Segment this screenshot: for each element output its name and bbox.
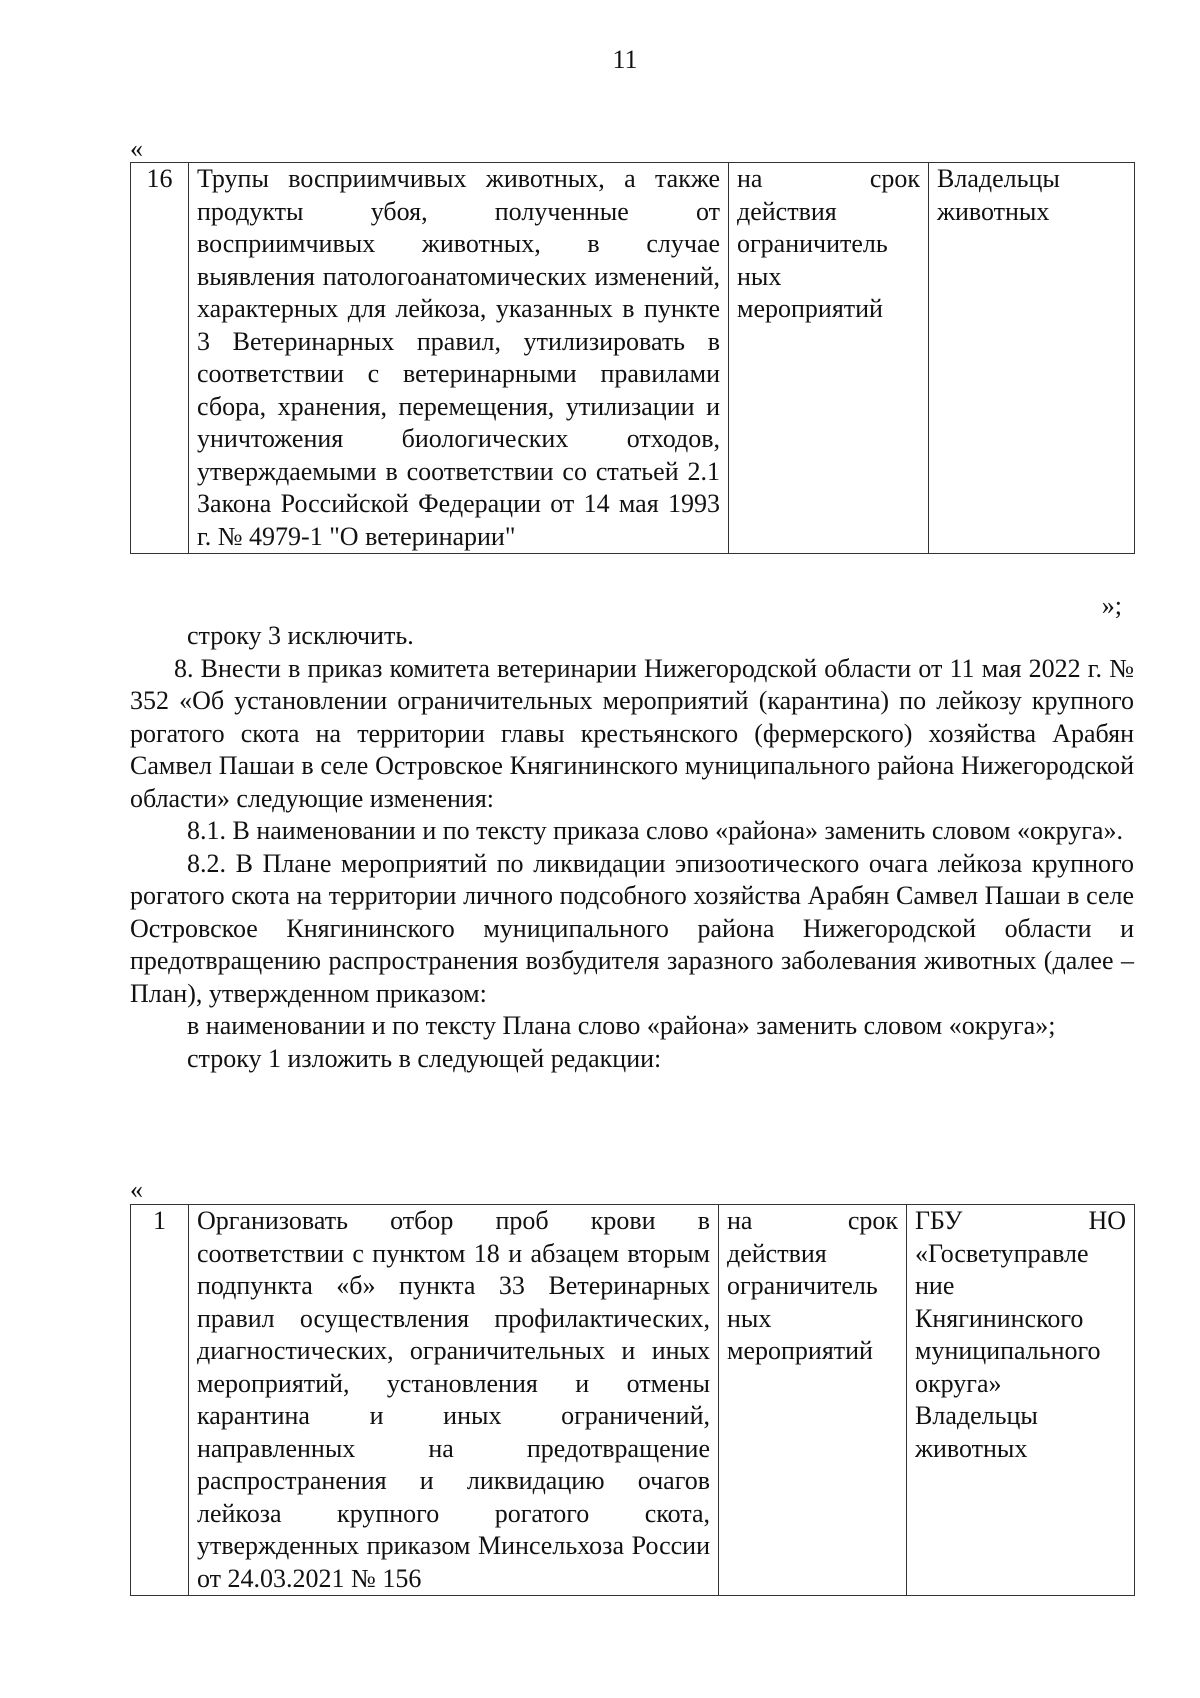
table2	[130, 1204, 1135, 1596]
table2-term-rest: действия ограничитель ных мероприятий	[727, 1238, 878, 1365]
table2-row-number: 1	[131, 1205, 189, 1596]
paragraph-item-8-1: 8.1. В наименовании и по тексту приказа слово «района» заменить словом «округа».	[187, 816, 1123, 845]
paragraph-exclude-row: строку 3 исключить.	[187, 621, 414, 650]
table1	[130, 162, 1135, 554]
paragraph-item-8-2: 8.2. В Плане мероприятий по ликвидации эпизоотического очага лейкоза крупного рогатого скота на территории личного подсобного хозяйства Арабян Самвел Пашаи в селе Островское Княгининского муниципального района Нижегородской области и предотвращению распространения возбудителя заразного заболевания животных (далее – План), утвержденном приказом:	[130, 848, 1134, 1008]
body-text	[130, 620, 1134, 1075]
table1-closing-quote: »;	[1101, 591, 1122, 620]
table1-measure-text: Трупы восприимчивых животных, а также продукты убоя, полученные от восприимчивых животных, в случае выявления патологоанатомических изменений, характерных для лейкоза, указанных в пункте 3 Ветеринарных правил, утилизировать в соответствии с ветеринарными правилами сбора, хранения, перемещения, утилизации и уничтожения биологических отходов, утверждаемыми в соответствии со статьей 2.1 Закона Российской Федерации от 14 мая 1993 г. № 4979-1 "О ветеринарии"	[189, 163, 729, 554]
paragraph-item-8: 8. Внести в приказ комитета ветеринарии Нижегородской области от 11 мая 2022 г. № 352 «Об установлении ограничительных мероприятий (карантина) по лейкозу крупного рогатого скота на территории главы крестьянского (фермерского) хозяйства Арабян Самвел Пашаи в селе Островское Княгининского муниципального района Нижегородской области» следующие изменения:	[130, 653, 1134, 813]
paragraph-rename: в наименовании и по тексту Плана слово «района» заменить словом «округа»;	[187, 1011, 1056, 1040]
table1-term-rest: действия ограничитель ных мероприятий	[737, 196, 888, 323]
page-number: 11	[612, 45, 638, 74]
paragraph-row1-intro: строку 1 изложить в следующей редакции:	[187, 1043, 662, 1073]
table2-term-first-line: на срок	[727, 1206, 898, 1235]
table2-term-cell	[719, 1205, 907, 1596]
table2-opening-quote: «	[130, 1175, 143, 1204]
table2-responsible-first-line: ГБУ НО	[915, 1206, 1126, 1235]
table1-responsible: Владельцы животных	[929, 163, 1135, 554]
table1-term-cell	[729, 163, 929, 554]
table2-responsible-cell	[907, 1205, 1135, 1596]
table2-row-1	[131, 1205, 1135, 1596]
table1-row-number: 16	[131, 163, 189, 554]
table1-term-first-line: на срок	[737, 164, 920, 193]
table1-opening-quote: «	[130, 134, 143, 163]
table2-measure-text: Организовать отбор проб крови в соответствии с пунктом 18 и абзацем вторым подпункта «б» пункта 33 Ветеринарных правил осуществления профилактических, диагностических, ограничительных и иных мероприятий, установления и отмены карантина и иных ограничений, направленных на предотвращение распространения и ликвидацию очагов лейкоза крупного рогатого скота, утвержденных приказом Минсельхоза России от 24.03.2021 № 156	[189, 1205, 719, 1596]
table1-row-16	[131, 163, 1135, 554]
table2-responsible-rest: «Госветуправле ние Княгининского муниципального округа» Владельцы животных	[915, 1238, 1101, 1463]
